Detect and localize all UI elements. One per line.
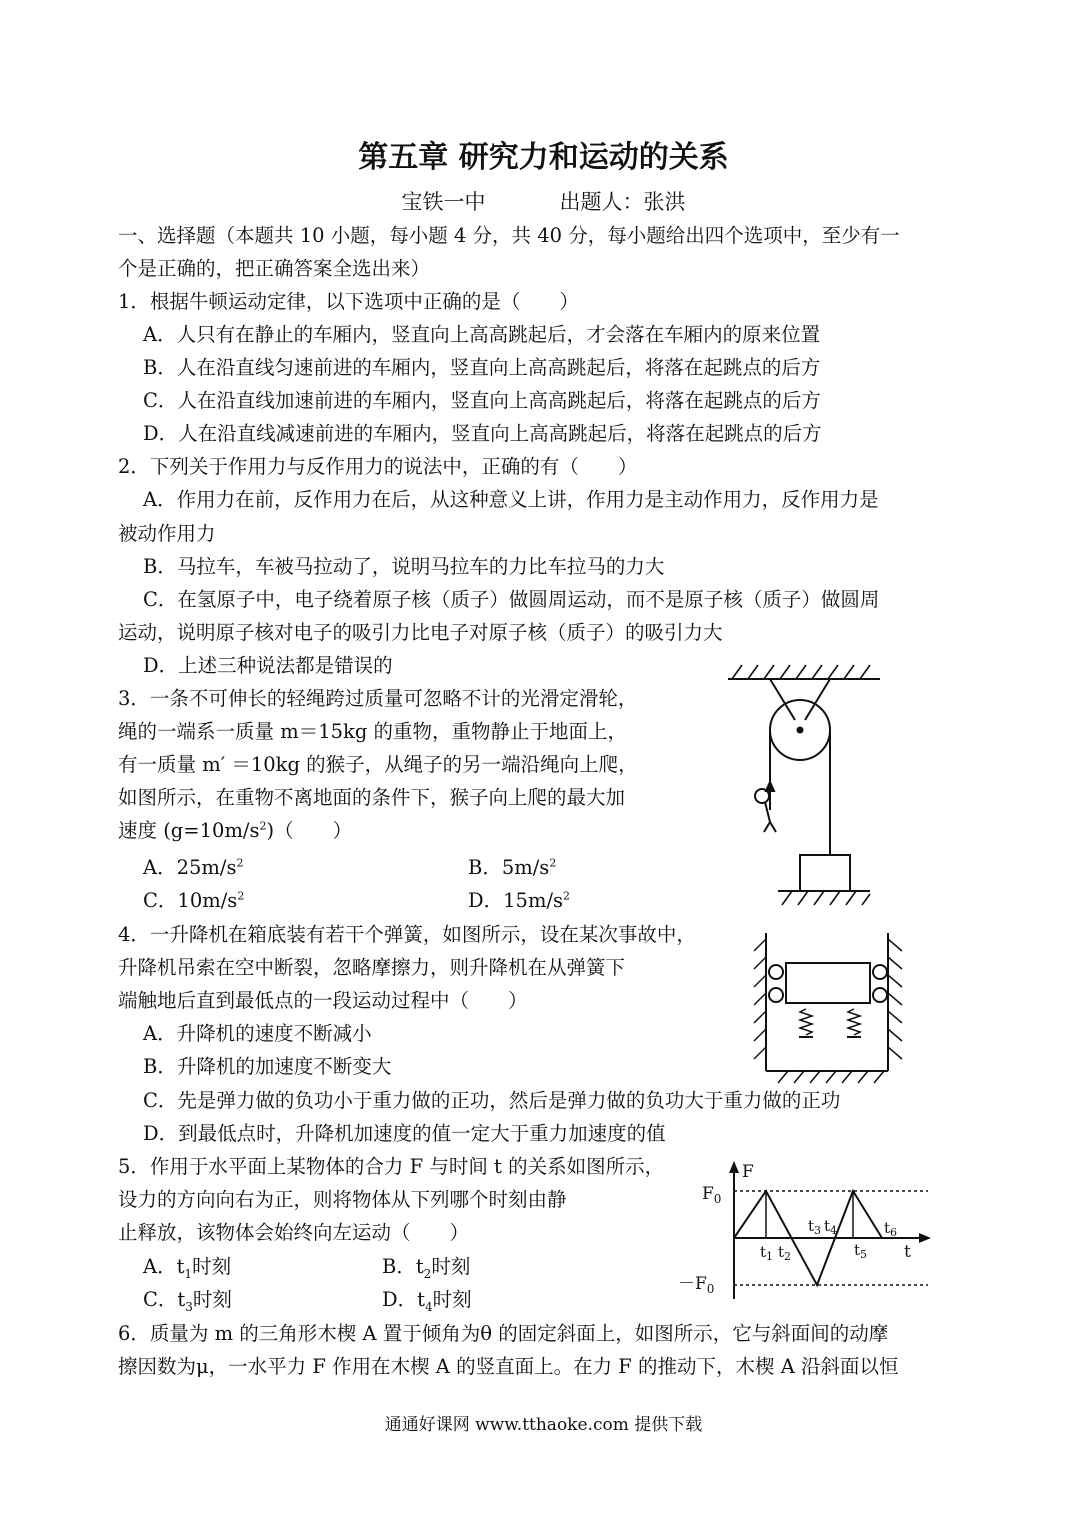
q3-option-b: B．$5m/s^2$ <box>468 856 557 879</box>
q5-option-a: A．$t_1$时刻 <box>143 1255 232 1281</box>
q4-option-b: B．升降机的加速度不断变大 <box>143 1055 392 1078</box>
q3-stem-5: 速度 $(g=10m/s^2)$（ ） <box>118 819 353 842</box>
pulley-figure <box>720 660 890 915</box>
section-heading: 一、选择题（本题共 10 小题，每小题 4 分，共 40 分，每小题给出四个选项中，至少有一 <box>118 224 900 247</box>
footer-credit: 通通好课网 www.tthaoke.com 提供下载 <box>384 1415 703 1435</box>
q1-option-c: C．人在沿直线加速前进的车厢内，竖直向上高高跳起后，将落在起跳点的后方 <box>143 389 821 412</box>
q6-stem-2: 擦因数为μ，一水平力 F 作用在木楔 A 的竖直面上。在力 F 的推动下，木楔 A 沿斜面以恒 <box>118 1355 899 1378</box>
q5-option-c: C．$t_3$时刻 <box>143 1288 232 1314</box>
q1-option-d: D．人在沿直线减速前进的车厢内，竖直向上高高跳起后，将落在起跳点的后方 <box>143 422 822 445</box>
q2-option-a: A．作用力在前，反作用力在后，从这种意义上讲，作用力是主动作用力，反作用力是 <box>143 488 879 511</box>
q4-stem-1: 4．一升降机在箱底装有若干个弹簧，如图所示，设在某次事故中， <box>118 923 696 946</box>
q1-option-a: A．人只有在静止的车厢内，竖直向上高高跳起后，才会落在车厢内的原来位置 <box>143 323 821 346</box>
q6-stem-1: 6．质量为 m 的三角形木楔 A 置于倾角为θ 的固定斜面上，如图所示，它与斜面间的动摩 <box>118 1322 889 1345</box>
q2-option-b: B．马拉车，车被马拉动了，说明马拉车的力比车拉马的力大 <box>143 555 665 578</box>
q3-stem-2: 绳的一端系一质量 m＝15kg 的重物，重物静止于地面上， <box>118 720 627 743</box>
q2-option-a-cont: 被动作用力 <box>118 522 216 545</box>
q3-option-a: A．$25m/s^2$ <box>143 856 244 879</box>
school-name: 宝铁一中 <box>401 190 486 214</box>
q2-option-c-cont: 运动，说明原子核对电子的吸引力比电子对原子核（质子）的吸引力大 <box>118 621 723 644</box>
graph-f-label: F <box>742 1162 754 1182</box>
subtitle <box>0 186 1087 216</box>
graph-t4-label: $t_4$ <box>824 1217 838 1237</box>
q5-option-b: B．$t_2$时刻 <box>382 1255 471 1281</box>
q4-option-d: D．到最低点时，升降机加速度的值一定大于重力加速度的值 <box>143 1122 666 1145</box>
graph-t5-label: $t_5$ <box>854 1241 868 1261</box>
page-title: 第五章 研究力和运动的关系 <box>358 140 729 175</box>
graph-t6-label: $t_6$ <box>884 1219 898 1239</box>
q3-stem-4: 如图所示，在重物不离地面的条件下，猴子向上爬的最大加 <box>118 786 626 809</box>
q2-option-c: C．在氢原子中，电子绕着原子核（质子）做圆周运动，而不是原子核（质子）做圆周 <box>143 588 880 611</box>
q3-stem-1: 3．一条不可伸长的轻绳跨过质量可忽略不计的光滑定滑轮， <box>118 687 638 710</box>
q5-stem-3: 止释放，该物体会始终向左运动（ ） <box>118 1221 470 1244</box>
q5-stem-2: 设力的方向向右为正，则将物体从下列哪个时刻由静 <box>118 1188 567 1211</box>
q5-stem-1: 5．作用于水平面上某物体的合力 F 与时间 t 的关系如图所示， <box>118 1155 665 1178</box>
force-time-graph <box>678 1157 935 1302</box>
graph-neg-f0-label: $-F_0$ <box>678 1274 715 1296</box>
graph-t1-label: $t_1$ <box>760 1243 774 1263</box>
graph-f0-label: $F_0$ <box>702 1184 722 1206</box>
q1-option-b: B．人在沿直线匀速前进的车厢内，竖直向上高高跳起后，将落在起跳点的后方 <box>143 356 821 379</box>
graph-t2-label: $t_2$ <box>778 1243 792 1263</box>
elevator-figure <box>748 925 913 1085</box>
q3-option-c: C．$10m/s^2$ <box>143 889 245 912</box>
q1-stem: 1．根据牛顿运动定律，以下选项中正确的是（ ） <box>118 290 579 313</box>
q2-stem: 2．下列关于作用力与反作用力的说法中，正确的有（ ） <box>118 455 638 478</box>
q3-option-d: D．$15m/s^2$ <box>468 889 571 912</box>
author: 出题人：张洪 <box>559 190 686 214</box>
q3-stem-3: 有一质量 m′ ＝10kg 的猴子，从绳子的另一端沿绳向上爬， <box>118 753 638 776</box>
q2-option-d: D．上述三种说法都是错误的 <box>143 654 393 677</box>
graph-t-axis-label: t <box>904 1242 911 1262</box>
q4-stem-3: 端触地后直到最低点的一段运动过程中（ ） <box>118 989 528 1012</box>
q4-stem-2: 升降机吊索在空中断裂，忽略摩擦力，则升降机在从弹簧下 <box>118 956 626 979</box>
graph-t3-label: $t_3$ <box>808 1217 822 1237</box>
q4-option-a: A．升降机的速度不断减小 <box>143 1022 372 1045</box>
q5-option-d: D．$t_4$时刻 <box>382 1288 472 1314</box>
q4-option-c: C．先是弹力做的负功小于重力做的正功，然后是弹力做的负功大于重力做的正功 <box>143 1089 841 1112</box>
section-heading-cont: 个是正确的，把正确答案全选出来） <box>118 257 431 280</box>
